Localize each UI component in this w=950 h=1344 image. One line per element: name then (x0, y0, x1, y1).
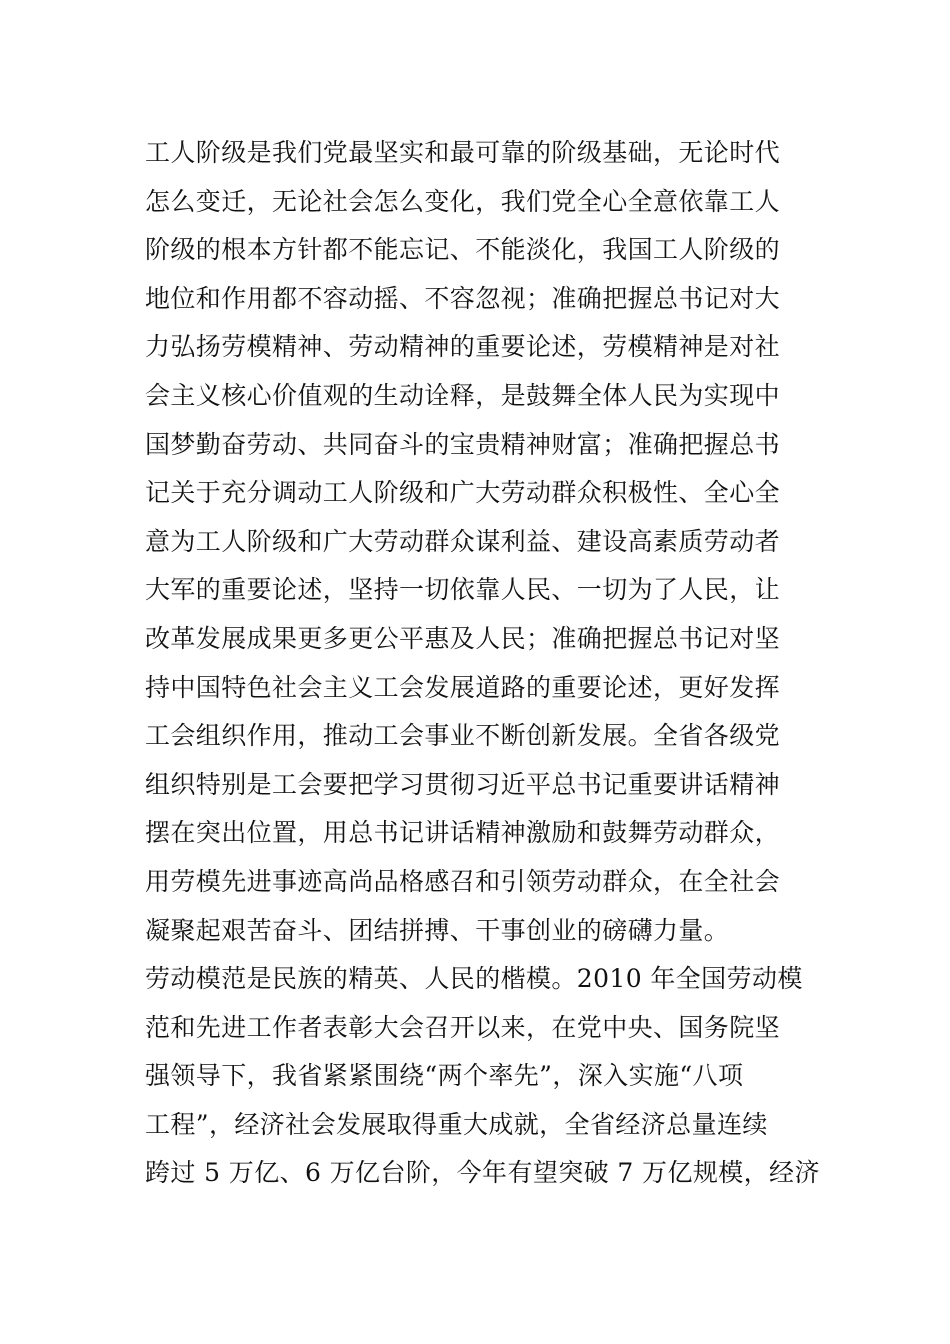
text-line: 摆在突出位置，用总书记讲话精神激励和鼓舞劳动群众， (145, 818, 781, 848)
text-line: 工程”，经济社会发展取得重大成就，全省经济总量连续 (145, 1109, 768, 1139)
text-line: 阶级的根本方针都不能忘记、不能淡化，我国工人阶级的 (145, 235, 781, 265)
text-line: 改革发展成果更多更公平惠及人民；准确把握总书记对坚 (145, 623, 781, 653)
text-line: 大军的重要论述，坚持一切依靠人民、一切为了人民，让 (145, 575, 781, 605)
text-line: 工人阶级是我们党最坚实和最可靠的阶级基础，无论时代 (145, 138, 781, 167)
text-line: 国梦勤奋劳动、共同奋斗的宝贵精神财富；准确把握总书 (145, 429, 781, 459)
body-text (145, 129, 820, 1198)
text-line: 持中国特色社会主义工会发展道路的重要论述，更好发挥 (145, 672, 781, 702)
text-line: 会主义核心价值观的生动诠释，是鼓舞全体人民为实现中 (145, 380, 781, 410)
text-line: 跨过 5 万亿、6 万亿台阶，今年有望突破 7 万亿规模，经济 (145, 1158, 820, 1188)
text-line: 组织特别是工会要把学习贯彻习近平总书记重要讲话精神 (145, 769, 781, 799)
text-line: 强领导下，我省紧紧围绕“两个率先”，深入实施“八项 (145, 1061, 744, 1091)
text-line: 力弘扬劳模精神、劳动精神的重要论述，劳模精神是对社 (145, 332, 781, 362)
text-line: 范和先进工作者表彰大会召开以来，在党中央、国务院坚 (145, 1012, 781, 1042)
text-line: 工会组织作用，推动工会事业不断创新发展。全省各级党 (145, 721, 781, 751)
text-line: 劳动模范是民族的精英、人民的楷模。2010 年全国劳动模 (145, 964, 803, 994)
text-line: 地位和作用都不容动摇、不容忽视；准确把握总书记对大 (145, 283, 781, 313)
text-line: 记关于充分调动工人阶级和广大劳动群众积极性、全心全 (145, 478, 781, 508)
text-line: 怎么变迁，无论社会怎么变化，我们党全心全意依靠工人 (145, 186, 781, 216)
text-line: 用劳模先进事迹高尚品格感召和引领劳动群众，在全社会 (145, 866, 781, 896)
text-line: 意为工人阶级和广大劳动群众谋利益、建设高素质劳动者 (145, 526, 781, 556)
text-line: 凝聚起艰苦奋斗、团结拼搏、干事创业的磅礴力量。 (145, 915, 730, 945)
